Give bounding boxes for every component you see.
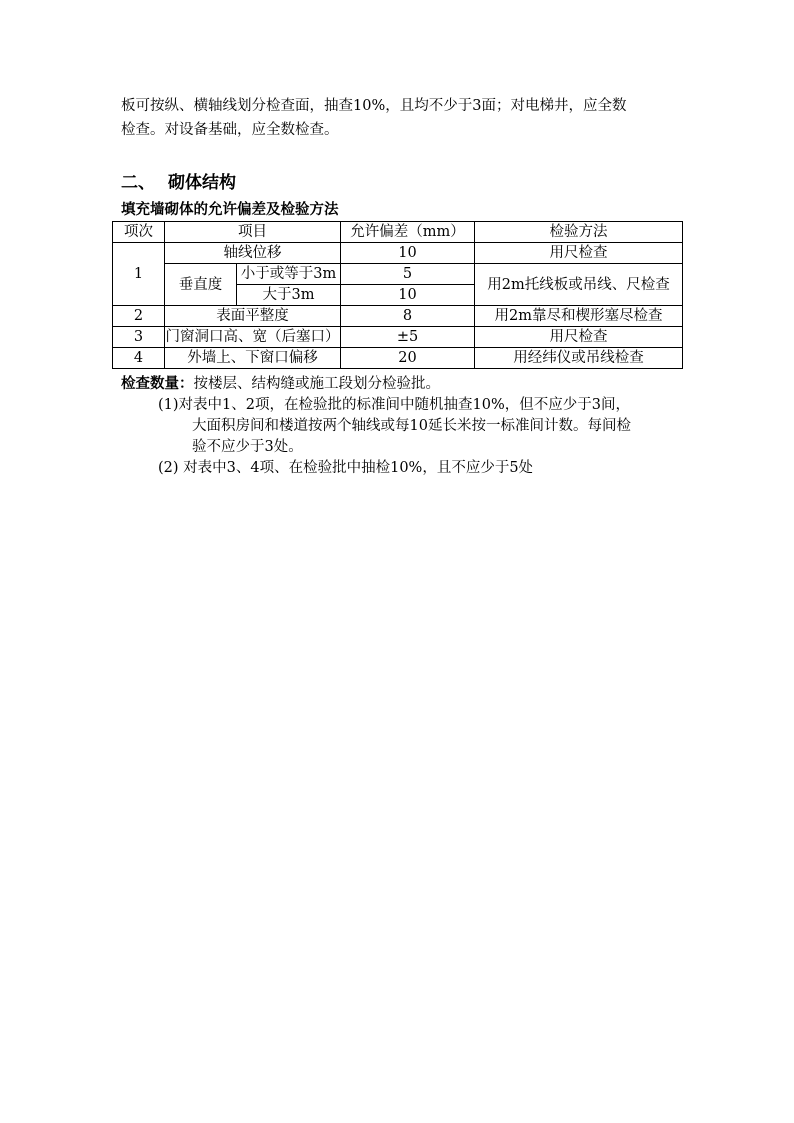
intro-line-1: 板可按纵、横轴线划分检查面，抽查10%，且均不少于3面；对电梯井，应全数 <box>121 98 627 114</box>
row-subitem: 小于或等于3m <box>237 264 341 285</box>
row-method: 用2m靠尽和楔形塞尽检查 <box>475 306 683 327</box>
header-method: 检验方法 <box>475 222 683 243</box>
row-group: 垂直度 <box>165 264 237 306</box>
row-tolerance: ±5 <box>341 327 475 348</box>
row-no: 2 <box>113 306 165 327</box>
row-item: 轴线位移 <box>165 243 341 264</box>
table-row <box>113 306 683 327</box>
inspection-label: 检查数量： <box>121 376 194 392</box>
intro-line-2: 检查。对设备基础，应全数检查。 <box>121 122 339 138</box>
row-tolerance: 10 <box>341 285 475 306</box>
row-subitem: 大于3m <box>237 285 341 306</box>
inspection-text: 按楼层、结构缝或施工段划分检验批。 <box>193 376 440 392</box>
inspection-item-2: (2) 对表中3、4项、在检验批中抽检10%，且不应少于5处 <box>158 460 534 476</box>
header-item: 项目 <box>165 222 341 243</box>
row-no: 4 <box>113 348 165 369</box>
intro-paragraph <box>121 94 681 142</box>
table-caption: 填充墙砌体的允许偏差及检验方法 <box>121 202 339 218</box>
row-item: 表面平整度 <box>165 306 341 327</box>
row-tolerance: 20 <box>341 348 475 369</box>
inspection-item-1 <box>158 395 678 458</box>
header-no: 项次 <box>113 222 165 243</box>
row-tolerance: 10 <box>341 243 475 264</box>
table-header-row <box>113 222 683 243</box>
section-heading <box>121 168 236 193</box>
row-item: 外墙上、下窗口偏移 <box>165 348 341 369</box>
row-no: 3 <box>113 327 165 348</box>
tolerance-table <box>112 221 683 369</box>
row-method: 用尺检查 <box>475 243 683 264</box>
row-item: 门窗洞口高、宽（后塞口） <box>165 327 341 348</box>
table-row <box>113 348 683 369</box>
row-method: 用尺检查 <box>475 327 683 348</box>
table-row <box>113 264 683 285</box>
row-method: 用经纬仪或吊线检查 <box>475 348 683 369</box>
header-tolerance: 允许偏差（mm） <box>341 222 475 243</box>
table-row <box>113 327 683 348</box>
row-no: 1 <box>113 243 165 306</box>
row-tolerance: 8 <box>341 306 475 327</box>
item1-line-3: 验不应少于3处。 <box>192 439 303 455</box>
section-number: 二、 <box>121 173 155 193</box>
row-method: 用2m托线板或吊线、尺检查 <box>475 264 683 306</box>
item1-line-1: (1)对表中1、2项，在检验批的标准间中随机抽查10%，但不应少于3间， <box>158 397 630 413</box>
row-tolerance: 5 <box>341 264 475 285</box>
section-title: 砌体结构 <box>168 173 236 193</box>
inspection-quantity <box>121 374 691 395</box>
item1-line-2: 大面积房间和楼道按两个轴线或每10延长米按一标准间计数。每间检 <box>192 418 631 434</box>
table-row <box>113 243 683 264</box>
